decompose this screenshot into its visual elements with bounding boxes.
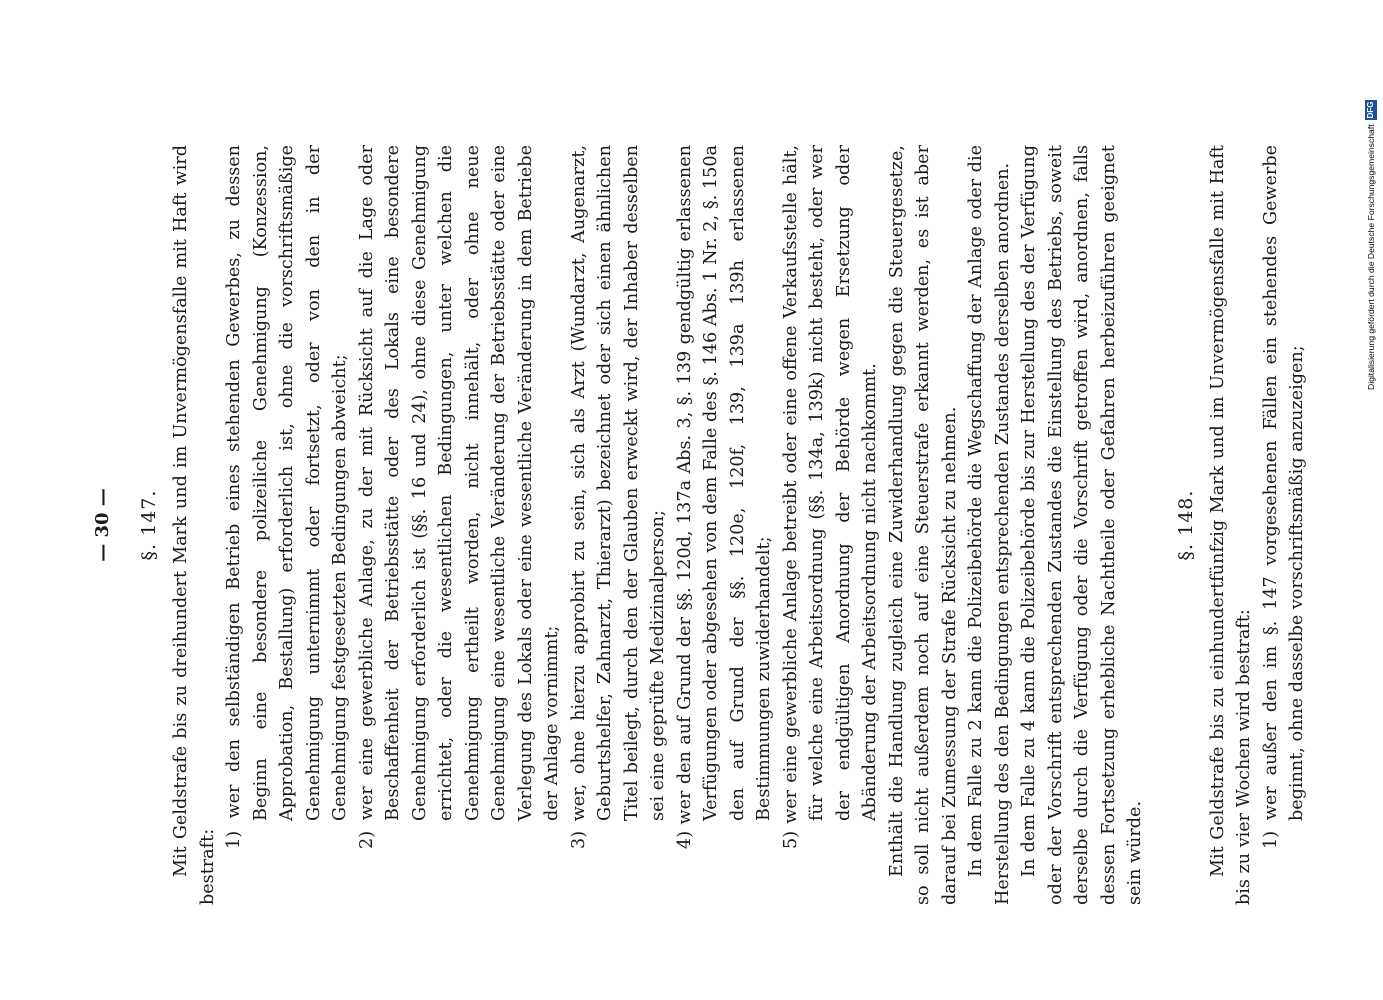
credit-text: Digitalisierung gefördert durch die Deutsche Forschungsgemeinschaft: [1366, 124, 1376, 390]
section-148-title: §. 148.: [1174, 489, 1197, 561]
section-147-paragraph-1: Enthält die Handlung zugleich eine Zuwiderhandlung gegen die Steuergesetze, so soll nicht außerdem noch auf eine Steuerstrafe erkannt werden, es ist aber darauf bei Zumessung der Strafe Rücksicht zu nehmen.: [886, 145, 960, 905]
section-147-intro: Mit Geldstrafe bis zu dreihundert Mark und im Unvermögensfalle mit Haft wird bestraft:: [171, 145, 218, 905]
page-number: — 30 —: [92, 488, 113, 562]
section-147-item-3: 3) wer, ohne hierzu approbirt zu sein, sich als Arzt (Wundarzt, Augenarzt, Geburtshelfer, Zahnarzt, Thierarzt) bezeichnet oder sich einen ähnlichen Titel beilegt, durch den der Glauben erweckt wird, der Inhaber desselben sei eine geprüfte Medizinalperson;: [568, 145, 668, 849]
section-147-item-5: 5) wer eine gewerbliche Anlage betreibt oder eine offene Verkaufsstelle hält, für welche eine Arbeitsordnung (§§. 134a, 139k) nicht besteht, oder wer der endgültigen Anordnung der Behörde wegen Ersetzung oder Abänderung der Arbeitsordnung nicht nachkommt.: [780, 145, 880, 849]
section-148-intro: Mit Geldstrafe bis zu einhundertfünfzig Mark und im Unvermögensfalle mit Haft bis zu vier Wochen wird bestraft:: [1207, 145, 1254, 905]
dfg-logo: DFG: [1366, 101, 1375, 119]
section-147-item-1: 1) wer den selbständigen Betrieb eines stehenden Gewerbes, zu dessen Beginn eine besondere polizeiliche Genehmigung (Konzession, Approbation, Bestallung) erforderlich ist, ohne die vorschriftsmäßige Genehmigung unternimmt oder fortsetzt, oder von den in der Genehmigung festgesetzten Bedingungen abweicht;: [224, 145, 350, 849]
digitization-credit: [1362, 10, 1380, 390]
rotated-document-page: [90, 145, 1307, 905]
section-148: [1175, 145, 1311, 905]
section-147: [138, 145, 1149, 905]
section-147-item-4: 4) wer den auf Grund der §§. 120d, 137a Abs. 3, §. 139 gendgültig erlassenen Verfügungen oder abgesehen von dem Falle des §. 146 Abs. 1 Nr. 2, §. 150a den auf Grund der §§. 120e, 120f, 139, 139a 139h erlassenen Bestimmungen zuwiderhandelt;: [674, 145, 774, 849]
section-147-item-2: 2) wer eine gewerbliche Anlage, zu der mit Rücksicht auf die Lage oder Beschaffenheit der Betriebsstätte oder des Lokals eine besondere Genehmigung erforderlich ist (§§. 16 und 24), ohne diese Genehmigung errichtet, oder die wesentlichen Bedingungen, unter welchen die Genehmigung ertheilt worden, nicht innehält, oder ohne neue Genehmigung eine wesentliche Veränderung der Betriebsstätte oder eine Verlegung des Lokals oder eine wesentliche Veränderung in dem Betriebe der Anlage vornimmt;: [356, 145, 562, 849]
section-147-paragraph-2: In dem Falle zu 2 kann die Polizeibehörde die Wegschaffung der Anlage oder die Herstellung des den Bedingungen entsprechenden Zustandes derselben anordnen.: [966, 145, 1013, 905]
section-148-item-1: 1) wer außer den im §. 147 vorgesehenen Fällen ein stehendes Gewerbe beginnt, ohne dasselbe vorschriftsmäßig anzuzeigen;: [1260, 145, 1307, 849]
section-147-title: §. 147.: [138, 489, 160, 561]
section-147-paragraph-3: In dem Falle zu 4 kann die Polizeibehörde bis zur Herstellung des der Verfügung oder der Vorschrift entsprechenden Zustandes die Einstellung des Betriebs, soweit derselbe durch die Verfügung oder die Vorschrift getroffen wird, anordnen, falls dessen Fortsetzung erhebliche Nachtheile oder Gefahren herbeizuführen geeignet sein würde.: [1019, 145, 1145, 905]
